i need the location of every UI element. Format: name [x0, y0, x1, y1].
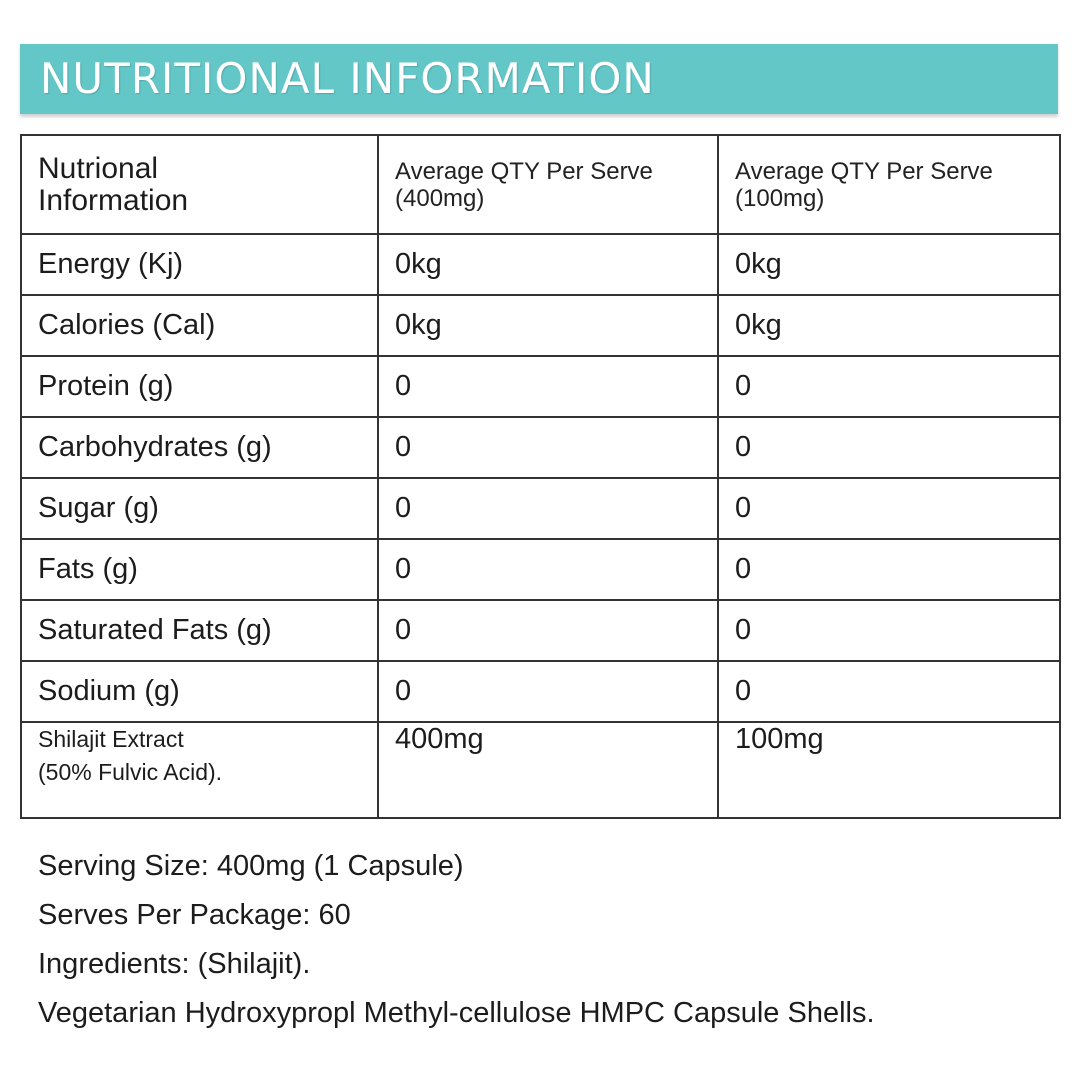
row-value-100mg: 0 — [718, 478, 1060, 539]
row-value-400mg: 0 — [378, 661, 718, 722]
table-row — [21, 417, 1060, 478]
table-row — [21, 478, 1060, 539]
row-value-400mg: 0kg — [378, 295, 718, 356]
extract-label — [21, 722, 378, 818]
row-label: Calories (Cal) — [21, 295, 378, 356]
row-label: Energy (Kj) — [21, 234, 378, 295]
row-value-100mg: 0 — [718, 417, 1060, 478]
row-value-100mg: 0 — [718, 539, 1060, 600]
row-value-400mg: 0 — [378, 600, 718, 661]
header-nutrient — [21, 135, 378, 234]
table-row — [21, 234, 1060, 295]
header-per-400mg-line2: (400mg) — [395, 184, 485, 212]
row-value-400mg: 0 — [378, 478, 718, 539]
row-label: Sodium (g) — [21, 661, 378, 722]
extract-label-line1: Shilajit Extract — [38, 726, 184, 752]
row-label: Saturated Fats (g) — [21, 600, 378, 661]
row-label: Carbohydrates (g) — [21, 417, 378, 478]
table-row-extract — [21, 722, 1060, 818]
table-row — [21, 356, 1060, 417]
row-value-100mg: 0 — [718, 356, 1060, 417]
header-nutrient-line2: Information — [38, 183, 189, 217]
extract-value-100mg: 100mg — [718, 722, 1060, 818]
header-per-400mg-line1: Average QTY Per Serve — [395, 157, 653, 185]
header-per-100mg — [718, 135, 1060, 234]
row-value-400mg: 0 — [378, 356, 718, 417]
row-label: Protein (g) — [21, 356, 378, 417]
row-label: Fats (g) — [21, 539, 378, 600]
header-nutrient-line1: Nutrional — [38, 151, 159, 185]
serves-per-package: Serves Per Package: 60 — [38, 899, 351, 931]
row-value-100mg: 0 — [718, 600, 1060, 661]
table-header-row — [21, 135, 1060, 234]
table-row — [21, 295, 1060, 356]
row-value-400mg: 0 — [378, 417, 718, 478]
extract-label-line2: (50% Fulvic Acid). — [38, 759, 223, 785]
table-row — [21, 600, 1060, 661]
header-per-400mg — [378, 135, 718, 234]
page-title: NUTRITIONAL INFORMATION — [40, 54, 655, 103]
table-row — [21, 539, 1060, 600]
header-per-100mg-line1: Average QTY Per Serve — [735, 157, 993, 185]
row-label: Sugar (g) — [21, 478, 378, 539]
row-value-100mg: 0kg — [718, 295, 1060, 356]
row-value-100mg: 0kg — [718, 234, 1060, 295]
row-value-100mg: 0 — [718, 661, 1060, 722]
nutrition-table — [20, 134, 1061, 819]
serving-size: Serving Size: 400mg (1 Capsule) — [38, 850, 464, 882]
extract-value-400mg: 400mg — [378, 722, 718, 818]
ingredients: Ingredients: (Shilajit). — [38, 948, 311, 980]
capsule-description: Vegetarian Hydroxypropl Methyl-cellulose HMPC Capsule Shells. — [38, 997, 875, 1029]
table-row — [21, 661, 1060, 722]
product-details — [38, 842, 1058, 1038]
title-banner — [20, 44, 1058, 114]
header-per-100mg-line2: (100mg) — [735, 184, 825, 212]
row-value-400mg: 0kg — [378, 234, 718, 295]
row-value-400mg: 0 — [378, 539, 718, 600]
